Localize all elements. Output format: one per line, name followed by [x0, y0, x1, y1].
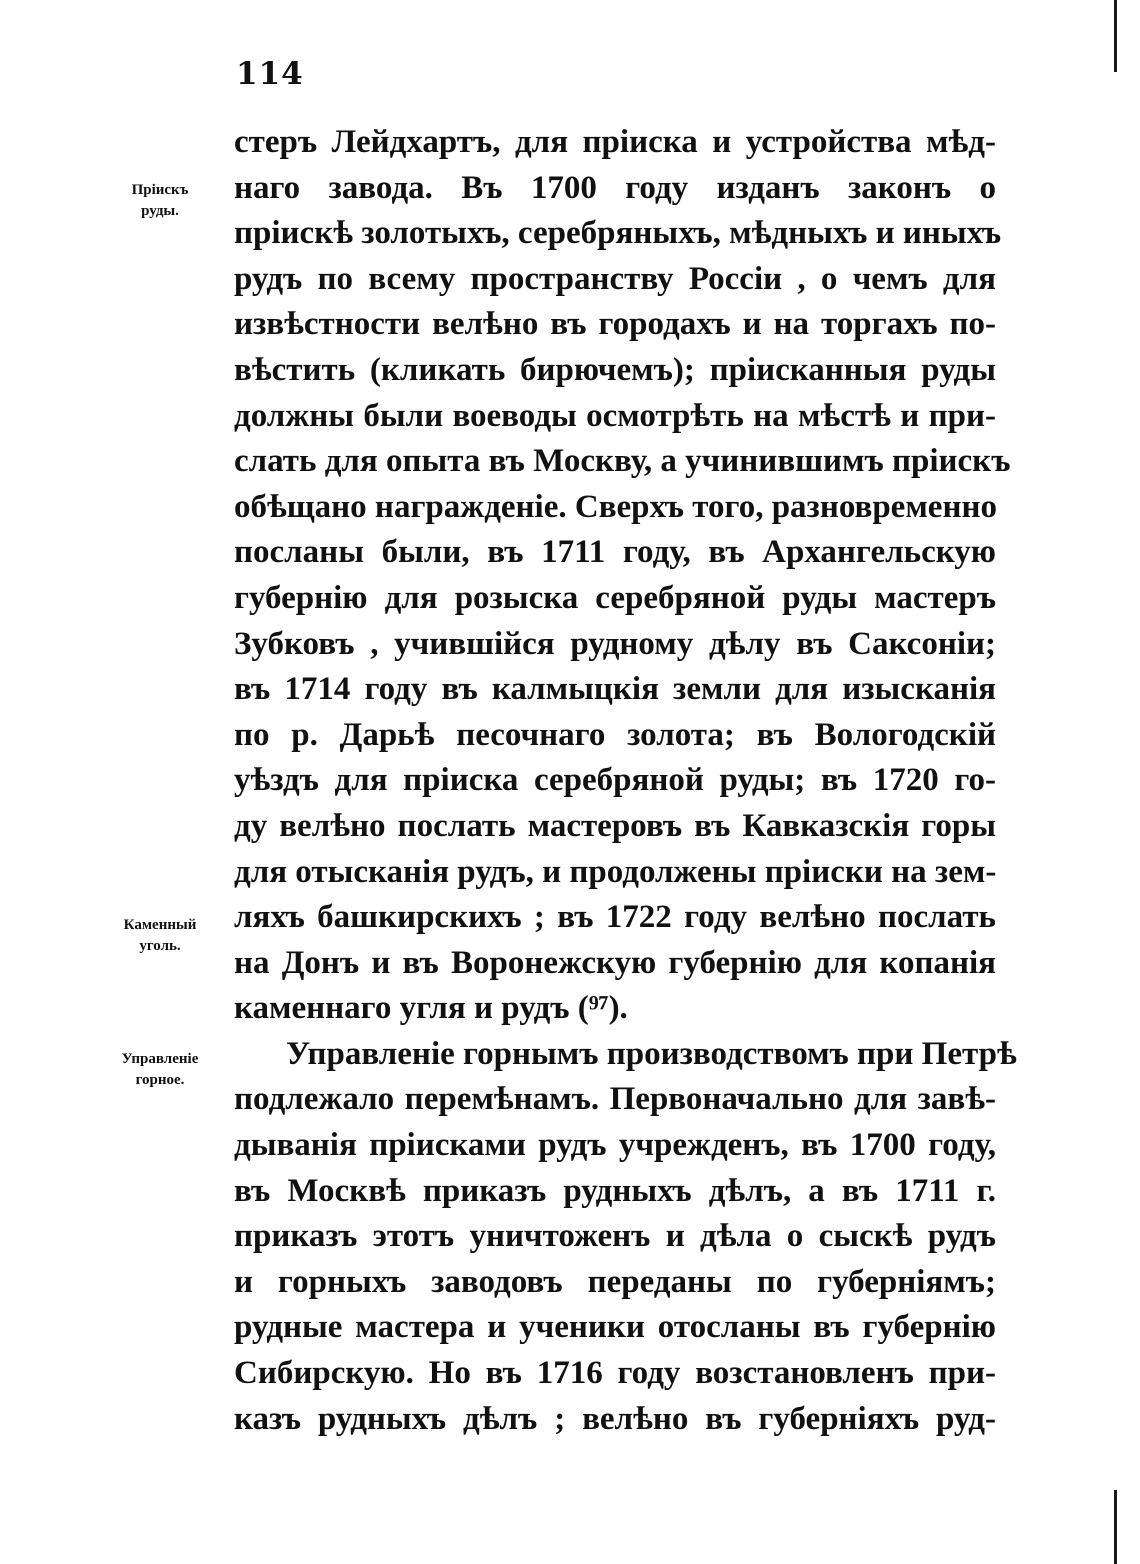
text-line: по р. Дарьѣ песочнаго золота; въ Вологодскій [234, 716, 996, 753]
margin-note-line: горное. [135, 1072, 185, 1088]
text-line: слать для опыта въ Москву, а учинившимъ пріискъ [234, 443, 1011, 480]
scan-edge-line [1114, 0, 1117, 72]
text-line: каменнаго угля и рудъ (⁹⁷). [234, 990, 628, 1027]
text-line: посланы были, въ 1711 году, въ Архангельскую [234, 534, 996, 571]
text-line: приказъ этотъ уничтоженъ и дѣла о сыскѣ рудъ [234, 1218, 996, 1255]
text-line: Зубковъ , учившійся рудному дѣлу въ Саксоніи; [234, 625, 996, 662]
margin-note-line: Управленіе [121, 1051, 199, 1067]
text-line: на Донъ и въ Воронежскую губернію для копанія [234, 944, 996, 981]
text-line: вѣстить (кликать бирючемъ); пріисканныя руды [234, 351, 996, 388]
page-number: 114 [236, 56, 304, 92]
margin-note-ore-search [100, 180, 220, 222]
margin-note-line: уголь. [139, 938, 181, 954]
text-line: и горныхъ заводовъ переданы по губерніямъ; [234, 1263, 996, 1300]
margin-note-line: Пріискъ [131, 182, 189, 198]
text-line: рудные мастера и ученики отосланы въ губернію [234, 1309, 996, 1346]
margin-note-line: руды. [141, 203, 179, 219]
text-line: дыванія пріисками рудъ учрежденъ, въ 1700 году, [234, 1127, 996, 1164]
text-line: Управленіе горнымъ производствомъ при Петрѣ [286, 1035, 1017, 1072]
text-line: извѣстности велѣно въ городахъ и на торгахъ по- [234, 306, 996, 343]
text-line: стеръ Лейдхартъ, для пріиска и устройства мѣд- [234, 124, 996, 160]
text-line: казъ рудныхъ дѣлъ ; велѣно въ губерніяхъ руд- [234, 1400, 996, 1437]
text-line: подлежало перемѣнамъ. Первоначально для завѣ- [234, 1081, 996, 1118]
text-line: рудъ по всему пространству Россіи , о чемъ для [234, 260, 996, 297]
text-line: обѣщано награжденіе. Сверхъ того, разновременно [234, 488, 997, 525]
text-line: въ Москвѣ приказъ рудныхъ дѣлъ, а въ 1711 г. [234, 1172, 996, 1209]
scan-edge-line [1114, 1490, 1117, 1564]
text-line: Сибирскую. Но въ 1716 году возстановленъ при- [234, 1355, 996, 1392]
text-line: пріискѣ золотыхъ, серебряныхъ, мѣдныхъ и иныхъ [234, 215, 1002, 252]
text-line: должны были воеводы осмотрѣть на мѣстѣ и при- [234, 397, 996, 434]
margin-note-coal [100, 915, 220, 957]
text-line: въ 1714 году въ калмыцкія земли для изысканія [234, 671, 996, 708]
body-text [234, 120, 1017, 1442]
text-line: для отысканія рудъ, и продолжены пріиски на зем- [234, 853, 997, 890]
margin-note-line: Каменный [123, 917, 197, 933]
text-line: уѣздъ для пріиска серебряной руды; въ 1720 го- [234, 762, 996, 799]
text-line: наго завода. Въ 1700 году изданъ законъ о [234, 169, 996, 206]
text-line: ляхъ башкирскихъ ; въ 1722 году велѣно послать [234, 899, 996, 936]
margin-note-mining-administration [100, 1049, 220, 1091]
text-line: губернію для розыска серебряной руды мастеръ [234, 579, 996, 616]
text-line: ду велѣно послать мастеровъ въ Кавказскія горы [234, 807, 996, 844]
